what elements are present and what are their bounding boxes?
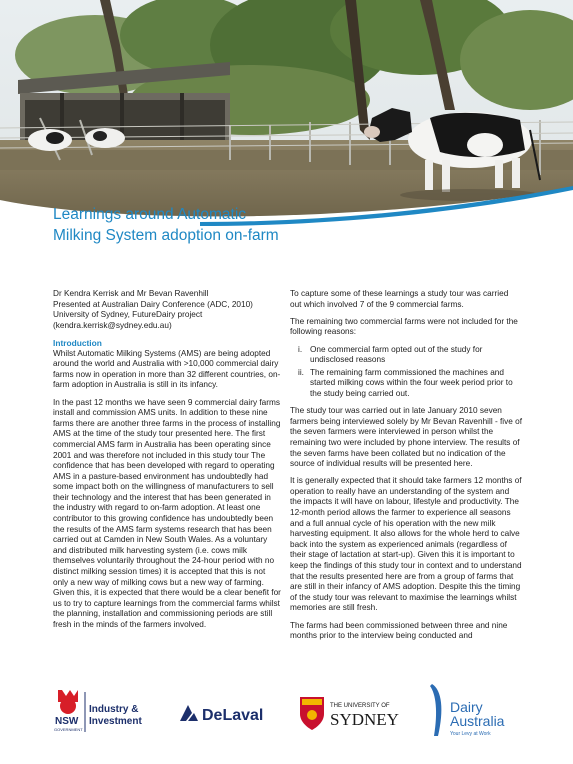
nsw-logo: [52, 688, 162, 736]
list-item: [290, 345, 522, 366]
section-heading-introduction: Introduction: [53, 337, 102, 348]
footer-logos: [0, 676, 573, 756]
paragraph: The farms had been commissioned between three and nine months prior to the interview being conducted and: [290, 620, 508, 641]
reasons-list: [290, 345, 522, 400]
list-number: i.: [298, 344, 303, 354]
affiliation-line: University of Sydney, FutureDairy project: [53, 310, 203, 320]
dairy-tagline: Your Levy at Work: [450, 731, 491, 737]
paragraph: The study tour was carried out in late January 2010 seven farmers being interviewed solely by Mr Bevan Ravenhill - five of the seven farmers were interviewed in person whilst the remaining two were included by phone interview. The results of the seven farms have been collated but no indication of the source of individual results will be presented here.: [290, 406, 523, 469]
nsw-sub-text: GOVERNMENT: [54, 727, 83, 732]
paragraph: In the past 12 months we have seen 9 commercial dairy farms install and commission AMS units. In addition to these nine farms there are another three farms in the process of installing AMS at the time of the study tour presented here. The first commercial AMS farm in Australia has been operating since 2001 and was therefore not included in this study tour The confidence that has been developed with regard to operating AMS in a pasture-based environment has undoubtedly had some impact both on the willingness of manufacturers to sell their technology and the interest that has been generated in the industry with regard to on-farm adoption. At least one contributor to this growing confidence has undoubtedly been the results of the AMS farm systems research that has been carried out at Camden in New South Wales. As a voluntary and distributed milk harvesting system (i.e. cows milk themselves voluntarily throughout the 24-hour period with no distinct milking session times) it is accepted that this is not only a new way of milking cows but a new way of farming. Given this, it is expected that there would be a clear benefit for us to try to capture learnings from the commercial farms whilst the planning, installation and commissioning periods are still fresh in the minds of the farmers involved.: [53, 397, 281, 629]
sydney-logo: [298, 694, 408, 734]
paragraph: The remaining two commercial farms were not included for the following reasons:: [290, 316, 518, 337]
delaval-logo: [178, 701, 278, 725]
email-line: (kendra.kerrisk@sydney.edu.au): [53, 320, 172, 330]
document-title: [53, 204, 353, 246]
nsw-text: NSW: [55, 716, 79, 727]
delaval-text: DeLaval: [202, 707, 264, 724]
list-item: [290, 368, 522, 400]
paragraph: Whilst Automatic Milking Systems (AMS) are being adopted around the world and Australia with >10,000 commercial dairy farms now in operation in more than 32 different countries, on-farm adoption in Australia is still in its infancy.: [53, 348, 281, 390]
list-text: One commercial farm opted out of the study for undisclosed reasons: [310, 344, 483, 365]
australia-text: Australia: [450, 713, 505, 729]
investment-text: Investment: [89, 716, 142, 727]
list-text: The remaining farm commissioned the machines and started milking cows within the four week period prior to the study being carried out.: [310, 367, 513, 398]
right-column: [290, 289, 522, 648]
dairy-text: Dairy: [450, 699, 483, 715]
paragraph: To capture some of these learnings a study tour was carried out which involved 7 of the 9 commercial farms.: [290, 289, 509, 309]
author-line: Dr Kendra Kerrisk and Mr Bevan Ravenhill: [53, 289, 209, 298]
title-line-1: Learnings around Automatic: [53, 206, 247, 223]
left-column: [53, 289, 282, 637]
title-line-2: Milking System adoption on-farm: [53, 227, 279, 244]
conference-line: Presented at Australian Dairy Conference (ADC, 2010): [53, 299, 253, 309]
list-number: ii.: [298, 367, 304, 377]
author-block: [53, 289, 282, 331]
dairy-swoosh-icon: [430, 684, 441, 736]
paragraph: It is generally expected that it should take farmers 12 months of operation to really have an understanding of the system and the impacts it will have on labour, lifestyle and productivity. The 12-month period allows the farmer to experience all seasons and a full annual cycle of his operation with the new milk harvesting equipment. It also allows for the whole herd to calve back into the system as experienced animals (regardless of their stage of lactation at start-up). Given this it is important to keep the findings of this study tour in context and to understand that the results presented here are from a group of farms that are still in their infancy of AMS adoption. Despite this the timing of the study tour was relevant to maximise the learnings whilst memories are still fresh.: [290, 476, 522, 613]
dairy-australia-logo: [428, 682, 528, 740]
sydney-big-text: SYDNEY: [330, 710, 399, 729]
industry-text: Industry &: [89, 704, 139, 715]
hero-photo: [0, 0, 573, 228]
sydney-small-text: THE UNIVERSITY OF: [330, 703, 390, 709]
